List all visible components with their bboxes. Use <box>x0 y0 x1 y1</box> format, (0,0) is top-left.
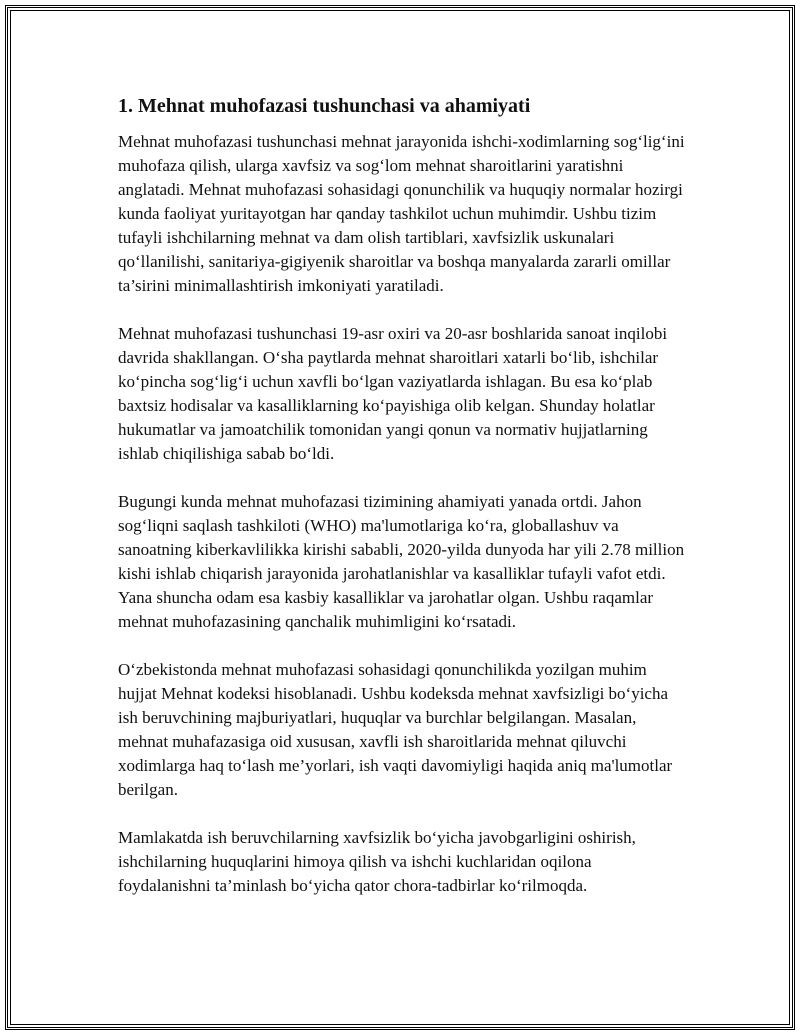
paragraph-2: Mehnat muhofazasi tushunchasi 19-asr oxiri va 20-asr boshlarida sanoat inqilobi davrida shakllangan. O‘sha paytlarda mehnat sharoitlari xatarli bo‘lib, ishchilar ko‘pincha sog‘lig‘i uchun xavfli bo‘lgan vaziyatlarda ishlagan. Bu esa ko‘plab baxtsiz hodisalar va kasalliklarning ko‘payishiga olib kelgan. Shunday holatlar hukumatlar va jamoatchilik tomonidan yangi qonun va normativ hujjatlarning ishlab chiqilishiga sabab bo‘ldi. <box>118 324 668 463</box>
paragraph-3: Bugungi kunda mehnat muhofazasi tizimining ahamiyati yanada ortdi. Jahon sog‘liqni saqlash tashkiloti (WHO) ma'lumotlariga ko‘ra, globallashuv va sanoatning kiberkavlilikka kirishi sababli, 2020-yilda dunyoda har yili 2.78 million kishi ishlab chiqarish jarayonida jarohatlanishlar va kasalliklar tufayli vafot etdi. Yana shuncha odam esa kasbiy kasalliklar va jarohatlar olgan. Ushbu raqamlar mehnat muhofazasining qanchalik muhimligini ko‘rsatadi. <box>118 492 685 631</box>
paragraph-4: O‘zbekistonda mehnat muhofazasi sohasidagi qonunchilikda yozilgan muhim hujjat Mehnat kodeksi hisoblanadi. Ushbu kodeksda mehnat xavfsizligi bo‘yicha ish beruvchining majburiyatlari, huquqlar va burchlar belgilangan. Masalan, mehnat muhafazasiga oid xususan, xavfli ish sharoitlarida mehnat qiluvchi xodimlarga haq to‘lash me’yorlari, ish vaqti davomiyligi haqida aniq ma'lumotlar berilgan. <box>118 660 673 799</box>
document-body <box>118 92 688 922</box>
paragraph-1: Mehnat muhofazasi tushunchasi mehnat jarayonida ishchi-xodimlarning sog‘lig‘ini muhofaza qilish, ularga xavfsiz va sog‘lom mehnat sharoitlarini yaratishni anglatadi. Mehnat muhofazasi sohasidagi qonunchilik va huquqiy normalar hozirgi kunda faoliyat yuritayotgan har qanday tashkilot uchun muhimdir. Ushbu tizim tufayli ishchilarning mehnat va dam olish tartiblari, xavfsizlik uskunalari qo‘llanilishi, sanitariya-gigiyenik sharoitlar va boshqa manyalarda zararli omillar ta’sirini minimallashtirish imkoniyati yaratiladi. <box>118 132 685 295</box>
section-heading: 1. Mehnat muhofazasi tushunchasi va ahamiyati <box>118 95 531 117</box>
paragraph-5: Mamlakatda ish beruvchilarning xavfsizlik bo‘yicha javobgarligini oshirish, ishchilarning huquqlarini himoya qilish va ishchi kuchlaridan oqilona foydalanishni ta’minlash bo‘yicha qator chora-tadbirlar ko‘rilmoqda. <box>118 828 636 895</box>
